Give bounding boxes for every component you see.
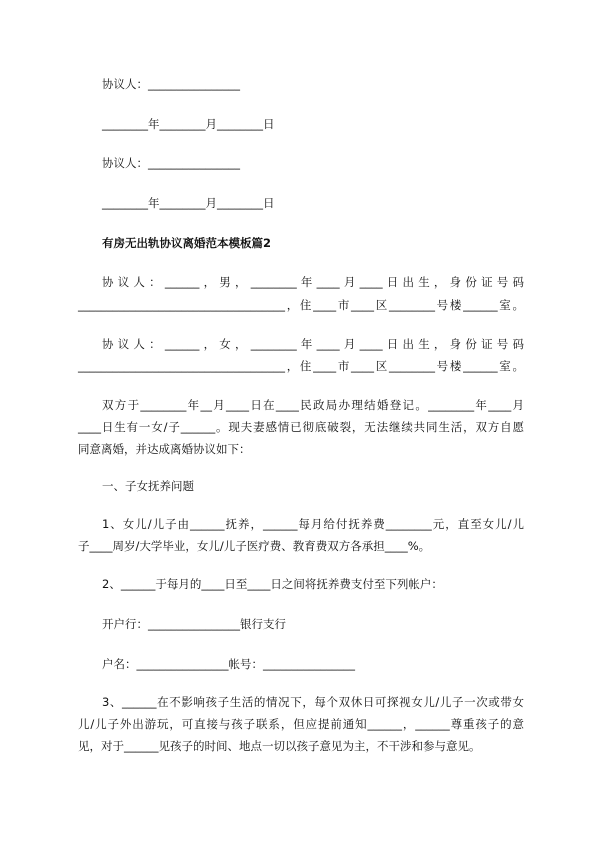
clause-2-line: 2、______于每月的____日至____日之间将抚养费支付至下列帐户：	[102, 577, 443, 591]
child-support-heading: 一、子女抚养问题	[102, 479, 194, 493]
clause-3-line-1: 3、______在不影响孩子生活的情况下，每个双休日可探视女儿/儿子一次或带女	[102, 695, 524, 709]
signatory-line-2: 协议人：________________	[102, 156, 240, 170]
section-title: 有房无出轨协议离婚范本模板篇2	[102, 236, 271, 250]
party-a-line-2: ____________________________________，住____市____区________号楼______室。	[78, 298, 524, 312]
marriage-paragraph-line-2: ____日生有一女/子______。现夫妻感情已彻底破裂，无法继续共同生活，双方自愿	[78, 420, 524, 434]
marriage-paragraph-line-3: 同意离婚，并达成离婚协议如下：	[78, 442, 251, 456]
party-b-line-1: 协议人：______，女，________年____月____日出生，身份证号码	[102, 337, 524, 351]
party-b-line-2: ____________________________________，住____市____区________号楼______室。	[78, 359, 524, 373]
date-line-1: ________年________月________日	[102, 117, 275, 131]
signatory-line-1: 协议人：________________	[102, 77, 240, 91]
marriage-paragraph-line-1: 双方于________年__月____日在____民政局办理结婚登记。________年____月	[102, 398, 524, 412]
account-line: 户名：________________帐号：________________	[102, 657, 355, 671]
clause-1-line-2: 子____周岁/大学毕业，女儿/儿子医疗费、教育费双方各承担____%。	[78, 539, 431, 553]
party-a-line-1: 协议人：______，男，________年____月____日出生，身份证号码	[102, 275, 524, 289]
bank-line: 开户行：________________银行支行	[102, 617, 286, 631]
clause-1-line-1: 1、女儿/儿子由______抚养，______每月给付抚养费________元，直至女儿/儿	[102, 517, 524, 531]
clause-3-line-3: 见，对于______见孩子的时间、地点一切以孩子意见为主，不干涉和参与意见。	[78, 739, 481, 753]
date-line-2: ________年________月________日	[102, 196, 275, 210]
clause-3-line-2: 儿/儿子外出游玩，可直接与孩子联系，但应提前通知______，______尊重孩子的意	[78, 717, 524, 731]
